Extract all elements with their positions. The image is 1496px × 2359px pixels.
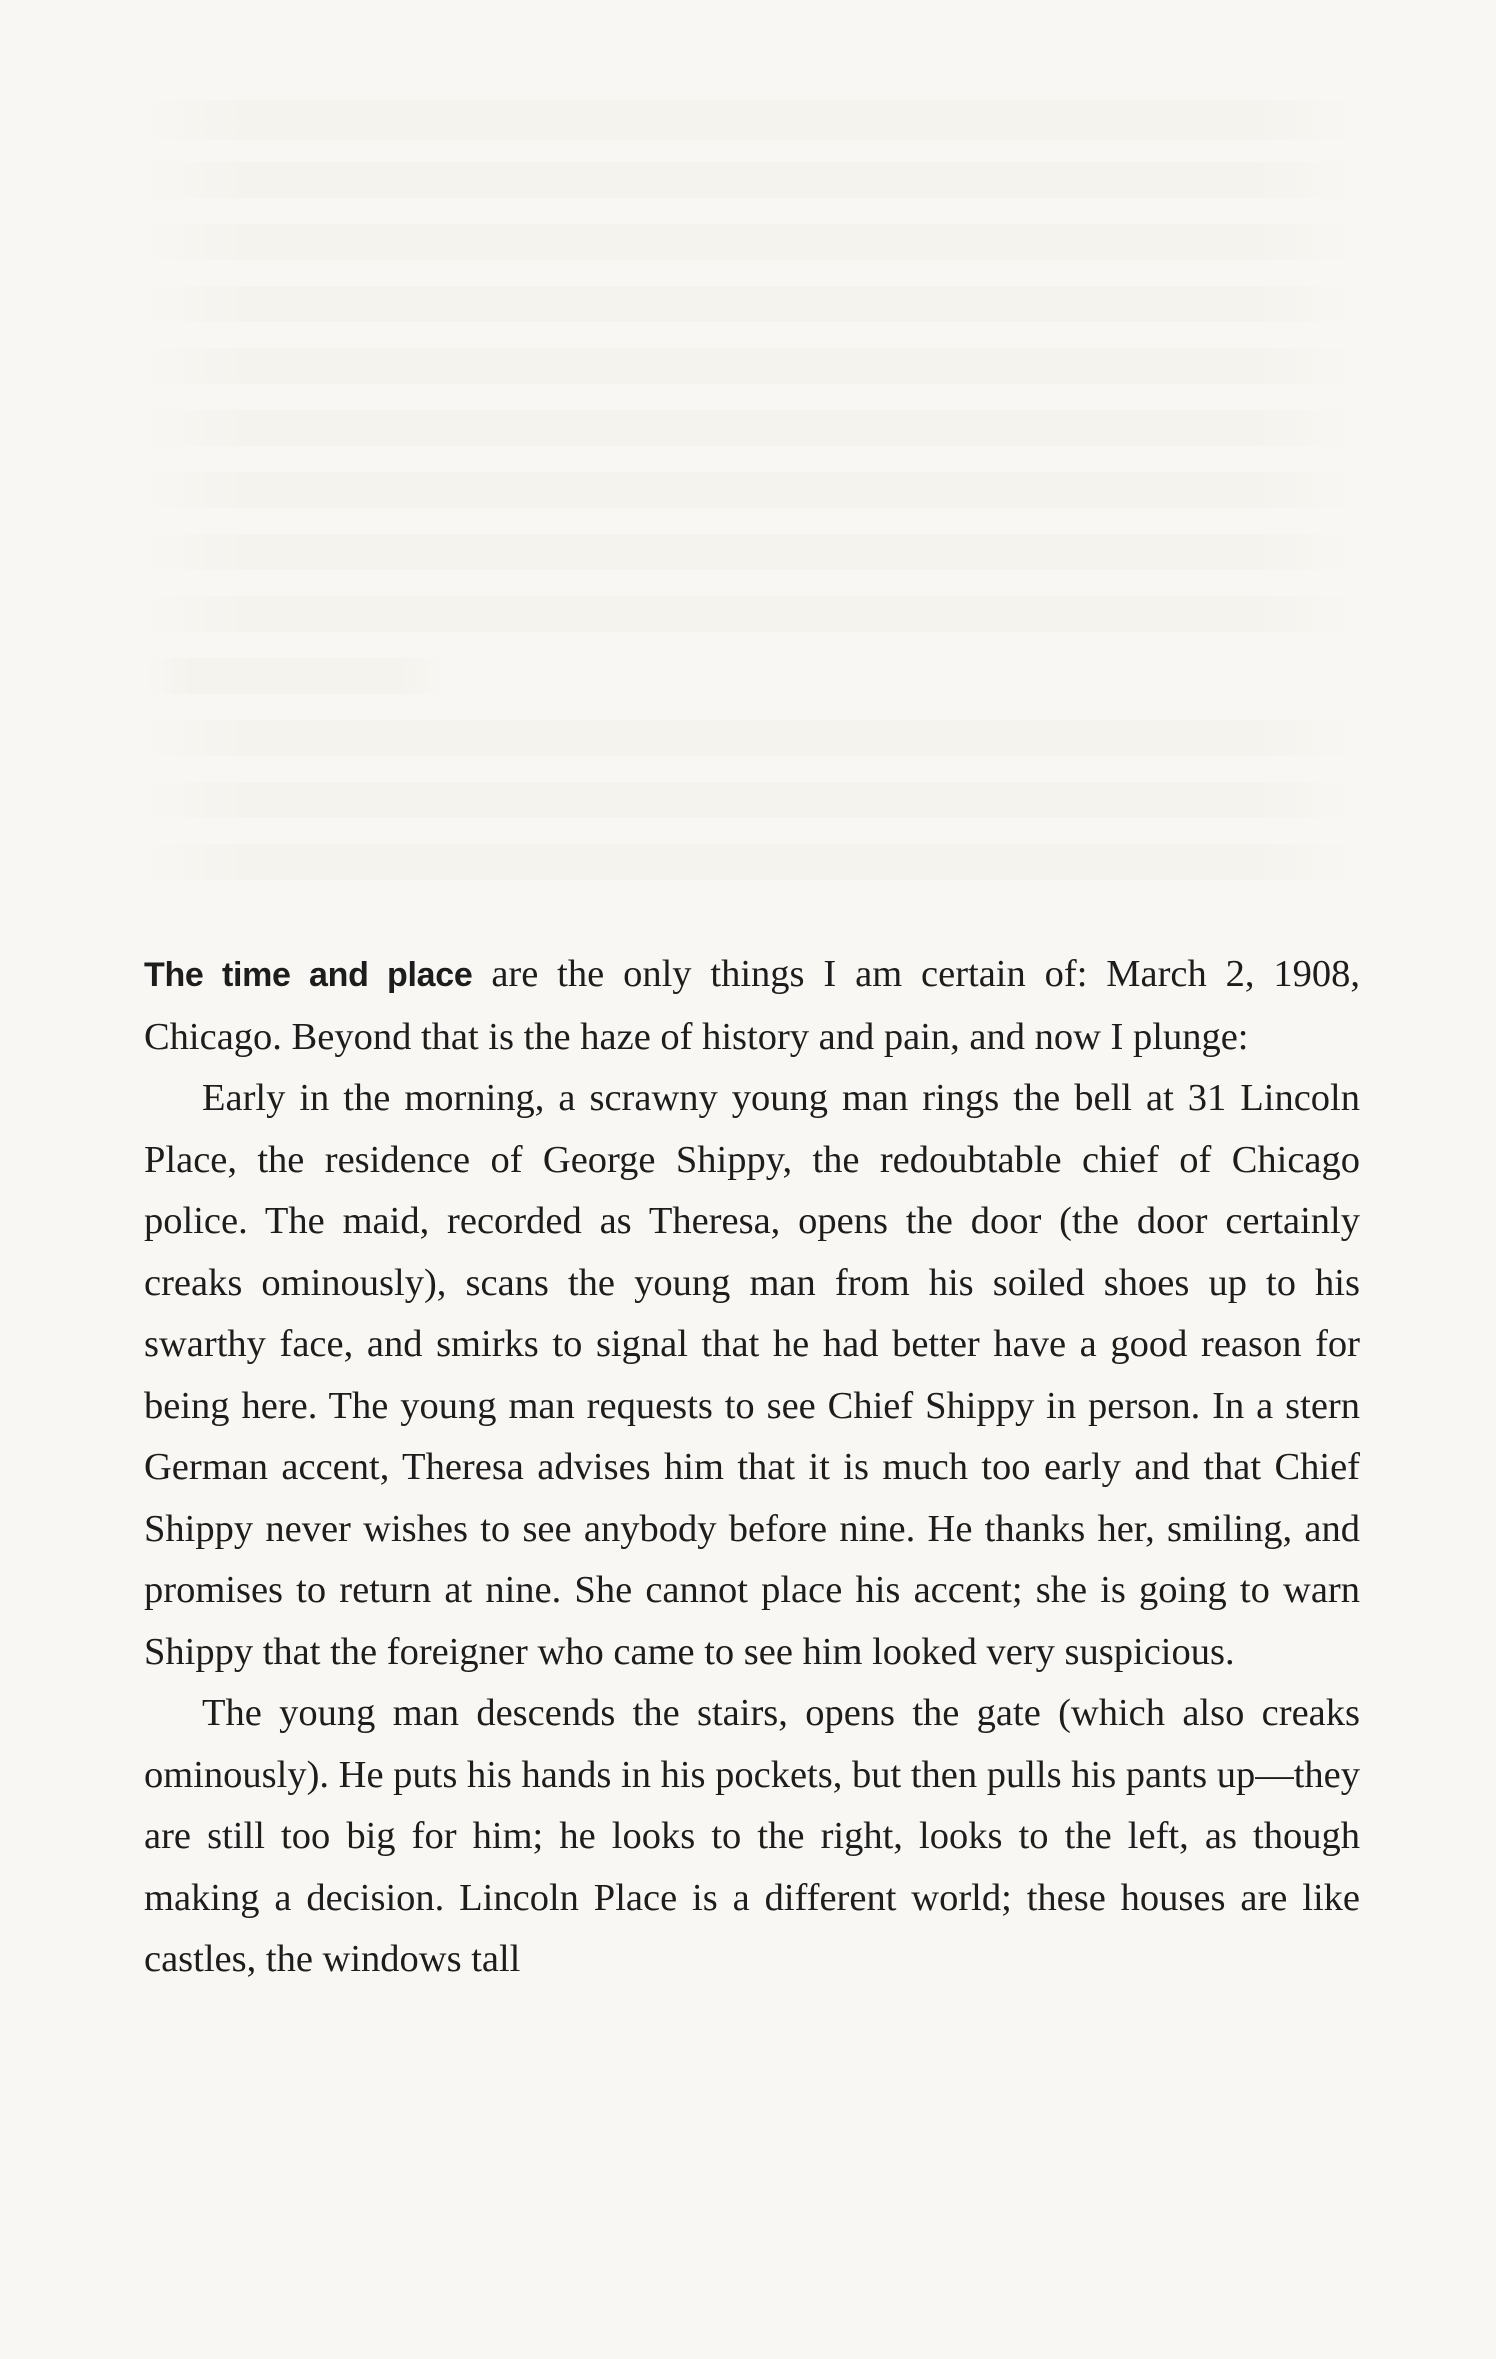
paragraph-1 — [144, 944, 1360, 1068]
show-through-line — [145, 472, 1355, 508]
paragraph-text: Early in the morning, a scrawny young man rings the bell at 31 Lincoln Place, the residence of George Shippy, the redoubtable chief of Chicago police. The maid, recorded as Theresa, opens the door (the door certainly creaks ominously), scans the young man from his soiled shoes up to his swarthy face, and smirks to signal that he had better have a good reason for being here. The young man requests to see Chief Shippy in person. In a stern German accent, Theresa advises him that it is much too early and that Chief Shippy never wishes to see anybody before nine. He thanks her, smiling, and promises to return at nine. She cannot place his accent; she is going to warn Shippy that the foreigner who came to see him looked very suspicious. — [144, 1077, 1360, 1673]
lead-in-phrase: The time and place — [144, 956, 473, 994]
show-through-line — [145, 224, 1355, 260]
show-through-line — [145, 844, 1355, 880]
show-through-line — [145, 410, 1355, 446]
show-through-line — [145, 162, 1355, 198]
show-through-line — [145, 100, 1355, 140]
show-through-line — [145, 720, 1355, 756]
paragraph-3 — [144, 1683, 1360, 1991]
body-text — [144, 944, 1360, 1991]
show-through-line — [145, 658, 445, 694]
show-through-line — [145, 286, 1355, 322]
paragraph-text: are the only things I am certain of: March 2, 1908, Chicago. Beyond that is the haze of history and pain, and now I plunge: — [144, 953, 1360, 1058]
paragraph-2 — [144, 1068, 1360, 1683]
show-through-line — [145, 348, 1355, 384]
show-through-running-head — [520, 40, 940, 72]
show-through-line — [145, 782, 1355, 818]
show-through-line — [145, 596, 1355, 632]
paragraph-text: The young man descends the stairs, opens the gate (which also creaks ominously). He puts his hands in his pockets, but then pulls his pants up—they are still too big for him; he looks to the right, looks to the left, as though making a decision. Lincoln Place is a different world; these houses are like castles, the windows tall — [144, 1692, 1360, 1980]
show-through-line — [145, 534, 1355, 570]
